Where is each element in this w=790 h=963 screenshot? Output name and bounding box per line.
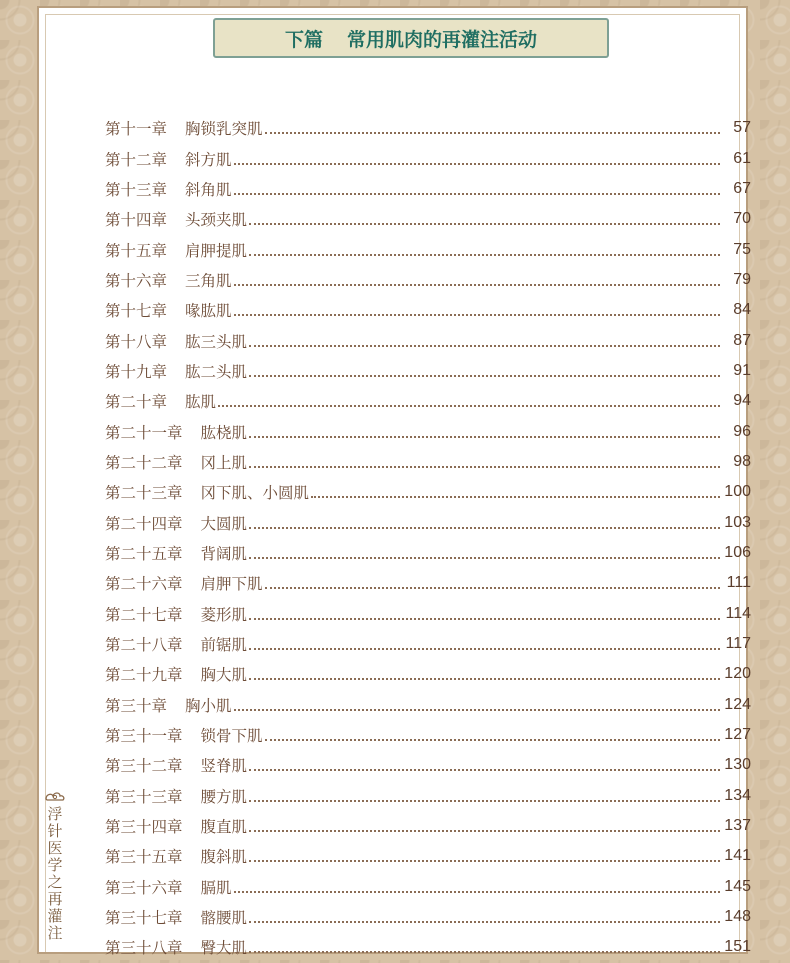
toc-page-number: 114 <box>725 604 751 622</box>
toc-entry[interactable] <box>105 781 751 811</box>
toc-entry[interactable] <box>105 902 751 932</box>
toc-chapter-title: 肱二头肌 <box>185 362 248 381</box>
toc-leader-dots <box>234 298 720 316</box>
toc-entry[interactable] <box>105 416 751 446</box>
toc-leader-dots <box>249 844 720 862</box>
toc-chapter-number: 第二十一章 <box>105 423 183 442</box>
toc-entry[interactable] <box>105 325 751 355</box>
toc-chapter-number: 第三十七章 <box>105 909 183 928</box>
toc-leader-dots <box>265 723 720 741</box>
toc-leader-dots <box>249 935 720 953</box>
cloud-ornament-icon <box>44 790 66 802</box>
toc-chapter-title: 肱三头肌 <box>185 332 248 351</box>
toc-page-number: 145 <box>724 877 751 895</box>
toc-entry[interactable] <box>105 750 751 780</box>
toc-chapter-title: 肱桡肌 <box>200 423 248 442</box>
toc-chapter-title: 背阔肌 <box>200 544 248 563</box>
toc-leader-dots <box>249 420 720 438</box>
table-of-contents <box>105 113 751 963</box>
toc-page-number: 148 <box>724 908 751 926</box>
toc-leader-dots <box>249 238 720 256</box>
toc-page-number: 117 <box>725 635 751 653</box>
toc-entry[interactable] <box>105 174 751 204</box>
toc-page-number: 124 <box>724 695 751 713</box>
toc-chapter-title: 肱肌 <box>185 393 217 412</box>
toc-page-number: 127 <box>724 726 751 744</box>
toc-chapter-number: 第二十三章 <box>105 484 183 503</box>
toc-entry[interactable] <box>105 568 751 598</box>
toc-page-number: 61 <box>733 149 751 167</box>
toc-entry[interactable] <box>105 356 751 386</box>
toc-chapter-title: 膈肌 <box>200 878 232 897</box>
section-title: 常用肌肉的再灌注活动 <box>347 28 538 51</box>
toc-page-number: 84 <box>733 301 751 319</box>
toc-chapter-number: 第二十章 <box>105 393 168 412</box>
toc-page-number: 120 <box>724 665 751 683</box>
toc-leader-dots <box>265 116 720 134</box>
toc-page-number: 91 <box>733 361 751 379</box>
toc-chapter-number: 第十五章 <box>105 241 168 260</box>
toc-page-number: 94 <box>733 392 751 410</box>
toc-chapter-number: 第三十章 <box>105 696 168 715</box>
toc-entry[interactable] <box>105 447 751 477</box>
side-label <box>43 790 67 942</box>
toc-leader-dots <box>249 359 720 377</box>
toc-chapter-title: 腰方肌 <box>200 787 248 806</box>
toc-leader-dots <box>234 147 720 165</box>
toc-page-number: 103 <box>724 513 751 531</box>
book-page <box>37 6 751 958</box>
side-label-text: 浮针医学之再灌注 <box>45 806 64 942</box>
toc-chapter-number: 第十八章 <box>105 332 168 351</box>
toc-chapter-number: 第三十八章 <box>105 939 183 958</box>
toc-chapter-title: 锁骨下肌 <box>200 727 263 746</box>
toc-chapter-number: 第二十六章 <box>105 575 183 594</box>
toc-page-number: 141 <box>724 847 751 865</box>
bleed-through-text <box>109 64 729 109</box>
toc-page-number: 106 <box>724 543 751 561</box>
toc-chapter-title: 菱形肌 <box>200 605 248 624</box>
toc-page-number: 57 <box>733 119 751 137</box>
toc-chapter-title: 三角肌 <box>185 271 232 290</box>
toc-entry[interactable] <box>105 629 751 659</box>
toc-entry[interactable] <box>105 143 751 173</box>
toc-chapter-title: 斜角肌 <box>185 180 232 199</box>
toc-chapter-number: 第二十八章 <box>105 636 183 655</box>
toc-entry[interactable] <box>105 872 751 902</box>
toc-page-number: 130 <box>724 756 751 774</box>
toc-entry[interactable] <box>105 932 751 962</box>
toc-page-number: 100 <box>724 483 751 501</box>
section-title-bar <box>213 18 609 58</box>
toc-page-number: 87 <box>733 331 751 349</box>
toc-chapter-title: 头颈夹肌 <box>185 211 248 230</box>
toc-leader-dots <box>249 905 720 923</box>
toc-chapter-number: 第三十二章 <box>105 757 183 776</box>
toc-leader-dots <box>265 571 720 589</box>
part-label: 下篇 <box>284 28 323 51</box>
toc-chapter-title: 斜方肌 <box>185 150 232 169</box>
toc-chapter-title: 肩胛下肌 <box>200 575 263 594</box>
toc-leader-dots <box>249 207 720 225</box>
toc-entry[interactable] <box>105 234 751 264</box>
toc-leader-dots <box>249 753 720 771</box>
toc-chapter-number: 第十三章 <box>105 180 168 199</box>
toc-leader-dots <box>234 177 720 195</box>
toc-page-number: 70 <box>733 210 751 228</box>
toc-entry[interactable] <box>105 507 751 537</box>
toc-page-number: 134 <box>724 786 751 804</box>
toc-chapter-number: 第二十二章 <box>105 453 183 472</box>
toc-chapter-title: 冈下肌、小圆肌 <box>200 484 310 503</box>
toc-chapter-number: 第十二章 <box>105 150 168 169</box>
toc-chapter-number: 第二十七章 <box>105 605 183 624</box>
toc-chapter-number: 第三十五章 <box>105 848 183 867</box>
toc-entry[interactable] <box>105 295 751 325</box>
toc-entry[interactable] <box>105 204 751 234</box>
toc-chapter-number: 第二十九章 <box>105 666 183 685</box>
toc-leader-dots <box>234 693 720 711</box>
toc-leader-dots <box>249 602 720 620</box>
toc-leader-dots <box>218 389 720 407</box>
toc-page-number: 79 <box>733 270 751 288</box>
toc-chapter-number: 第二十五章 <box>105 544 183 563</box>
toc-entry[interactable] <box>105 841 751 871</box>
toc-chapter-title: 胸小肌 <box>185 696 232 715</box>
toc-chapter-title: 前锯肌 <box>200 636 248 655</box>
toc-leader-dots <box>249 450 720 468</box>
toc-chapter-title: 大圆肌 <box>200 514 248 533</box>
toc-chapter-number: 第三十三章 <box>105 787 183 806</box>
toc-chapter-title: 胸大肌 <box>200 666 248 685</box>
toc-chapter-number: 第三十一章 <box>105 727 183 746</box>
toc-entry[interactable] <box>105 811 751 841</box>
toc-chapter-title: 臀大肌 <box>200 939 248 958</box>
toc-chapter-number: 第三十六章 <box>105 878 183 897</box>
toc-entry[interactable] <box>105 690 751 720</box>
toc-leader-dots <box>249 541 720 559</box>
toc-leader-dots <box>249 632 720 650</box>
toc-entry[interactable] <box>105 720 751 750</box>
toc-chapter-title: 腹斜肌 <box>200 848 248 867</box>
toc-page-number: 111 <box>726 574 751 592</box>
toc-leader-dots <box>249 662 720 680</box>
toc-chapter-number: 第二十四章 <box>105 514 183 533</box>
toc-page-number: 151 <box>724 938 751 956</box>
toc-page-number: 67 <box>733 179 751 197</box>
toc-chapter-title: 冈上肌 <box>200 453 248 472</box>
toc-chapter-title: 髂腰肌 <box>200 909 248 928</box>
toc-leader-dots <box>249 329 720 347</box>
toc-entry[interactable] <box>105 386 751 416</box>
toc-leader-dots <box>311 480 720 498</box>
toc-leader-dots <box>249 784 720 802</box>
toc-entry[interactable] <box>105 265 751 295</box>
toc-chapter-number: 第十九章 <box>105 362 168 381</box>
toc-leader-dots <box>234 268 720 286</box>
toc-leader-dots <box>249 814 720 832</box>
toc-page-number: 137 <box>724 817 751 835</box>
toc-entry[interactable] <box>105 599 751 629</box>
toc-chapter-number: 第三十四章 <box>105 818 183 837</box>
toc-chapter-number: 第十六章 <box>105 271 168 290</box>
toc-chapter-title: 胸锁乳突肌 <box>185 120 263 139</box>
toc-chapter-title: 竖脊肌 <box>200 757 248 776</box>
toc-entry[interactable] <box>105 538 751 568</box>
toc-chapter-number: 第十一章 <box>105 120 168 139</box>
toc-entry[interactable] <box>105 477 751 507</box>
toc-entry[interactable] <box>105 659 751 689</box>
toc-chapter-number: 第十七章 <box>105 302 168 321</box>
toc-chapter-title: 肩胛提肌 <box>185 241 248 260</box>
toc-page-number: 98 <box>733 452 751 470</box>
toc-chapter-title: 喙肱肌 <box>185 302 232 321</box>
toc-entry[interactable] <box>105 113 751 143</box>
toc-chapter-title: 腹直肌 <box>200 818 248 837</box>
toc-page-number: 96 <box>733 422 751 440</box>
toc-page-number: 75 <box>733 240 751 258</box>
toc-leader-dots <box>249 511 720 529</box>
toc-leader-dots <box>234 875 720 893</box>
toc-chapter-number: 第十四章 <box>105 211 168 230</box>
